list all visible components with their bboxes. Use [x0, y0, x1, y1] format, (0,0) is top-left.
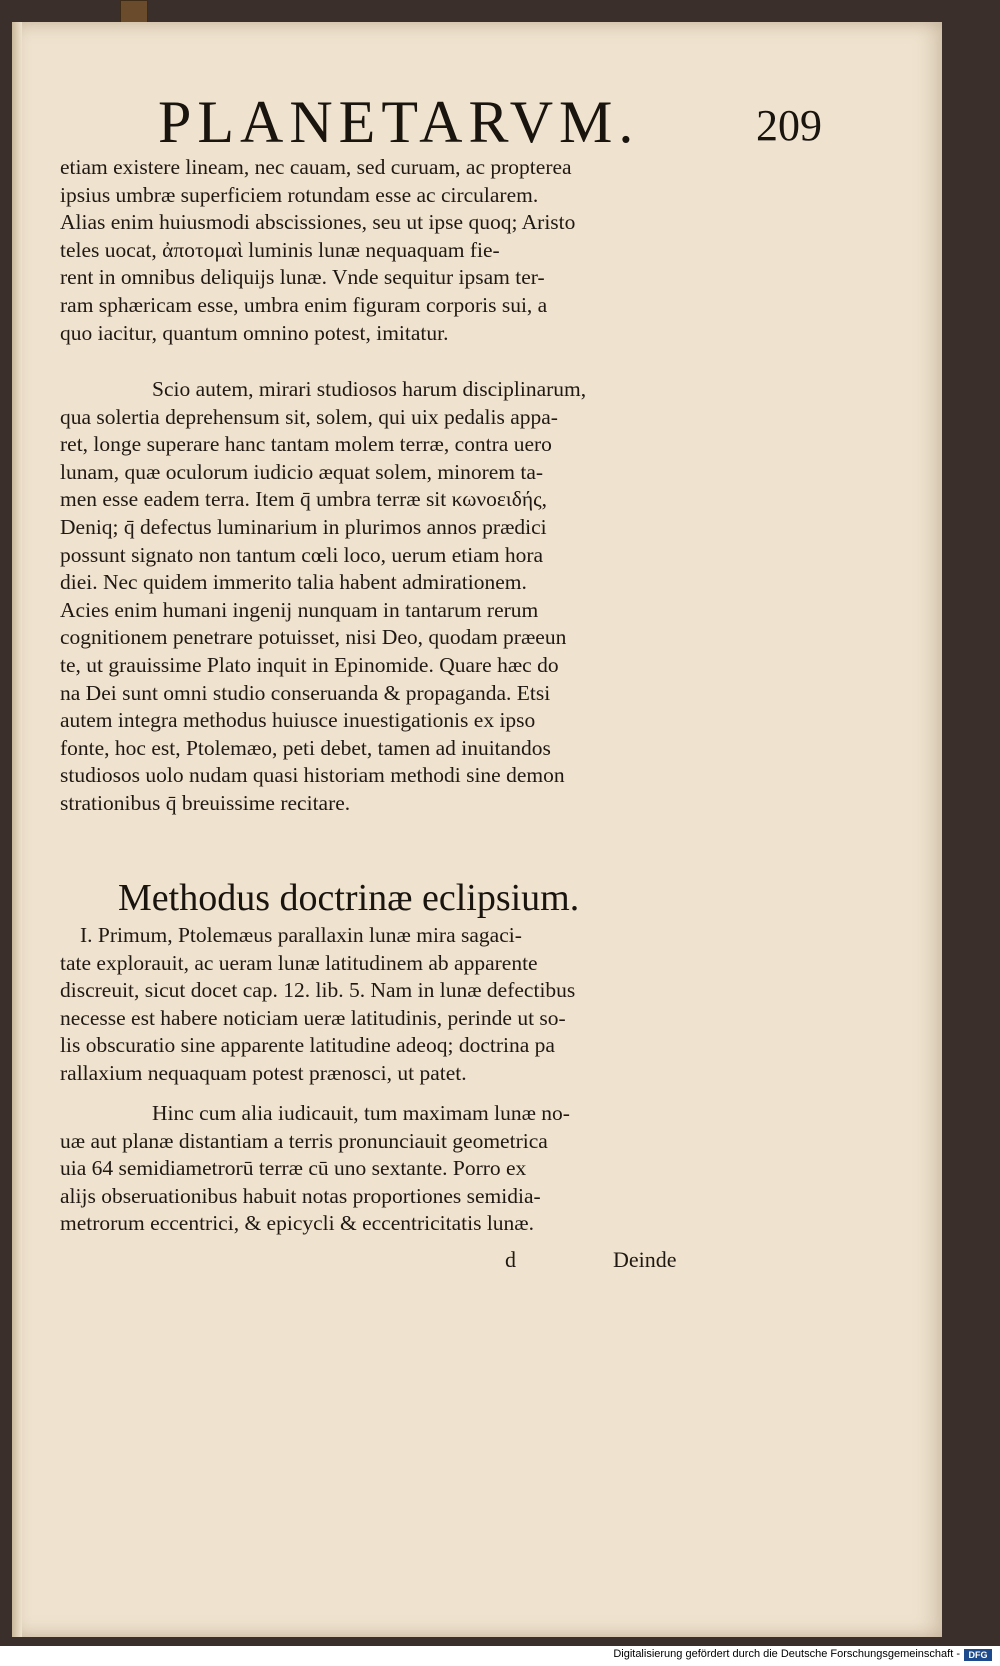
text-line: men esse eadem terra. Item q̄ umbra terræ sit κωνοειδής,: [60, 487, 547, 512]
paragraph-1: [60, 154, 720, 347]
text-line: rallaxium nequaquam potest prænosci, ut patet.: [60, 1060, 467, 1085]
text-line: uæ aut planæ distantiam a terris pronunciauit geometrica: [60, 1128, 548, 1153]
paragraph-4: [60, 1100, 720, 1238]
text-line: na Dei sunt omni studio conseruanda & propaganda. Etsi: [60, 680, 551, 705]
section-heading: Methodus doctrinæ eclipsium.: [118, 877, 580, 919]
text-line: te, ut grauissime Plato inquit in Epinomide. Quare hæc do: [60, 652, 559, 677]
text-line: alijs obseruationibus habuit notas proportiones semidia-: [60, 1183, 541, 1208]
text-line: ipsius umbræ superficiem rotundam esse ac circularem.: [60, 182, 539, 207]
text-line: strationibus q̄ breuissime recitare.: [60, 790, 351, 815]
text-line: lis obscuratio sine apparente latitudine adeoq; doctrina pa: [60, 1033, 555, 1058]
text-line: Scio autem, mirari studiosos harum disciplinarum,: [152, 377, 587, 401]
text-line: etiam existere lineam, nec cauam, sed curuam, ac propterea: [60, 155, 572, 179]
text-line: Alias enim huiusmodi abscissiones, seu ut ipse quoq; Aristo: [60, 210, 576, 235]
text-line: ret, longe superare hanc tantam molem terræ, contra uero: [60, 432, 552, 457]
text-line: ram sphæricam esse, umbra enim figuram corporis sui, a: [60, 292, 548, 317]
text-line: tate explorauit, ac ueram lunæ latitudinem ab apparente: [60, 950, 538, 975]
dfg-logo: DFG: [964, 1649, 992, 1661]
catchword: Deinde: [613, 1247, 677, 1272]
text-line: qua solertia deprehensum sit, solem, qui uix pedalis appa-: [60, 404, 558, 429]
text-line: teles uocat, ἀποτομαὶ luminis lunæ nequaquam fie-: [60, 237, 500, 262]
digitization-credit: Digitalisierung gefördert durch die Deutsche Forschungsgemeinschaft -: [613, 1648, 960, 1660]
text-line: Deniq; q̄ defectus luminarium in plurimos annos prædici: [60, 514, 547, 539]
running-head: PLANETARVM.: [158, 89, 640, 155]
text-line: possunt signato non tantum cœli loco, uerum etiam hora: [60, 542, 544, 567]
text-line: quo iacitur, quantum omnino potest, imitatur.: [60, 320, 449, 345]
text-line: lunam, quæ oculorum iudicio æquat solem, minorem ta-: [60, 459, 544, 484]
text-line: metrorum eccentrici, & epicycli & eccentricitatis lunæ.: [60, 1211, 535, 1236]
paragraph-2: [60, 376, 720, 818]
text-line: necesse est habere noticiam ueræ latitudinis, perinde ut so-: [60, 1005, 566, 1030]
paragraph-3: [60, 922, 720, 1088]
text-line: uia 64 semidiametrorū terræ cū uno sextante. Porro ex: [60, 1156, 527, 1181]
text-line: I. Primum, Ptolemæus parallaxin lunæ mira sagaci-: [80, 923, 522, 947]
page-gutter-shadow: [12, 22, 22, 1637]
text-line: fonte, hoc est, Ptolemæo, peti debet, tamen ad inuitandos: [60, 735, 551, 760]
text-line: cognitionem penetrare potuisset, nisi Deo, quodam præeun: [60, 625, 567, 650]
text-line: discreuit, sicut docet cap. 12. lib. 5. Nam in lunæ defectibus: [60, 978, 576, 1003]
text-line: autem integra methodus huiusce inuestigationis ex ipso: [60, 708, 536, 733]
text-line: rent in omnibus deliquijs lunæ. Vnde sequitur ipsam ter-: [60, 265, 545, 290]
text-line: diei. Nec quidem immerito talia habent admirationem.: [60, 570, 527, 595]
text-line: Hinc cum alia iudicauit, tum maximam lunæ no-: [152, 1101, 570, 1125]
page-number: 209: [756, 101, 822, 150]
text-line: Acies enim humani ingenij nunquam in tantarum rerum: [60, 597, 539, 622]
text-line: studiosos uolo nudam quasi historiam methodi sine demon: [60, 763, 565, 788]
signature-mark: d: [505, 1247, 516, 1272]
